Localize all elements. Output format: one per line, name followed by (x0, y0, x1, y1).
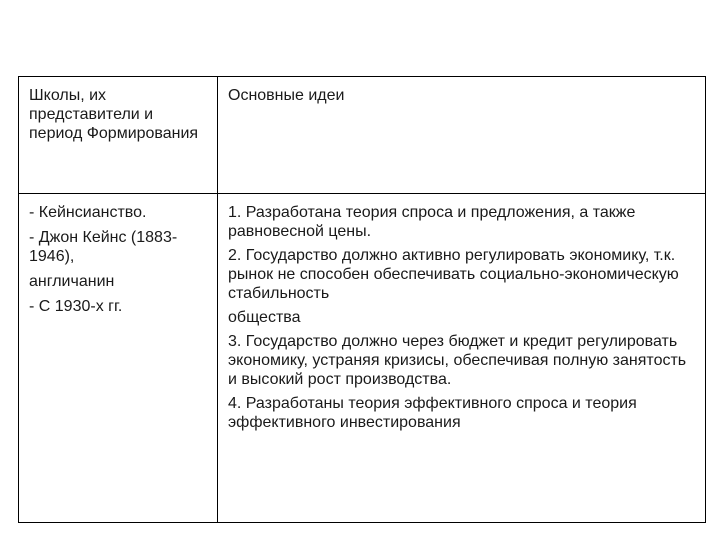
school-name: - Кейнсианство. (29, 204, 147, 221)
table-header-row (19, 77, 706, 194)
idea-item-4: 4. Разработаны теория эффективного спроса и теория эффективного инвестирования (228, 395, 637, 431)
school-representative: - Джон Кейнс (1883-1946), (29, 229, 178, 265)
school-period: - С 1930-х гг. (29, 298, 123, 315)
table-row-keynesianism (19, 194, 706, 523)
cell-school-info (19, 194, 218, 523)
header-ideas-text: Основные идеи (228, 87, 345, 104)
cell-main-ideas (218, 194, 706, 523)
idea-item-3: 3. Государство должно через бюджет и кредит регулировать экономику, устраняя кризисы, обеспечивая полную занятость и высокий рост производства. (228, 333, 687, 388)
header-cell-ideas (218, 77, 706, 194)
idea-item-2: 2. Государство должно активно регулировать экономику, т.к. рынок не способен обеспечивать социально-экономическую стабильность (228, 247, 679, 302)
idea-item-1: 1. Разработана теория спроса и предложения, а также равновесной цены. (228, 204, 636, 240)
header-cell-schools (19, 77, 218, 194)
idea-item-2-continued: общества (228, 309, 301, 326)
header-schools-text: Школы, их представители и период Формирования (29, 87, 199, 142)
school-representative-nationality: англичанин (29, 273, 115, 290)
schools-table (18, 76, 706, 523)
